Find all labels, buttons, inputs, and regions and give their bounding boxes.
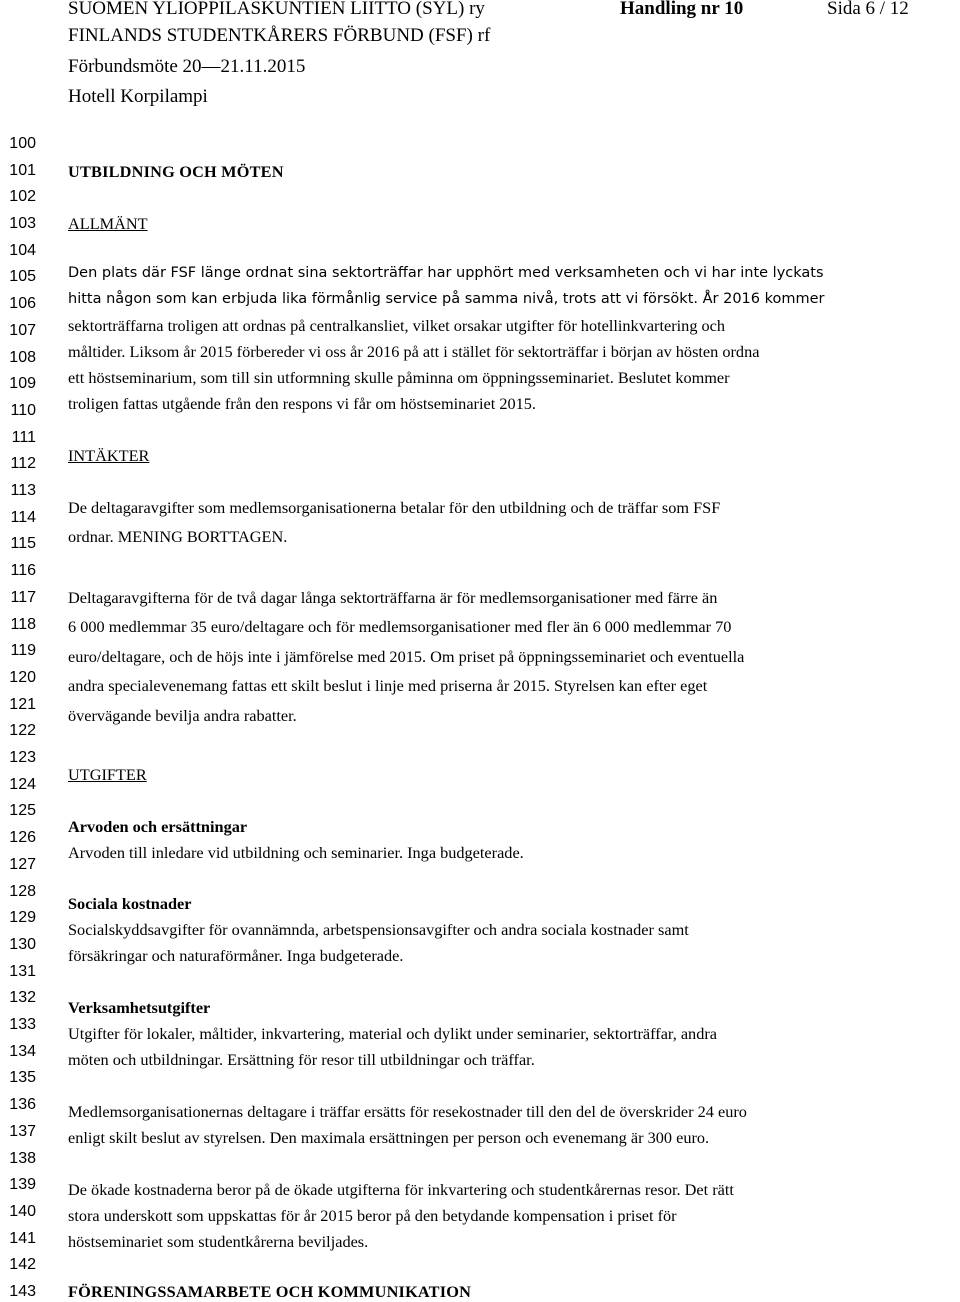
utgifter-heading: UTGIFTER	[68, 765, 147, 784]
line-number: 138	[9, 1150, 36, 1167]
line-number: 123	[9, 749, 36, 766]
line-number: 130	[9, 936, 36, 953]
line-number: 100	[9, 135, 36, 152]
intakter-line: ordnar. MENING BORTTAGEN.	[68, 527, 288, 546]
line-number: 131	[9, 963, 36, 980]
line-number: 129	[9, 909, 36, 926]
line-number: 117	[10, 589, 36, 606]
line-number: 133	[9, 1016, 36, 1033]
arvoden-heading: Arvoden och ersättningar	[68, 817, 248, 836]
intakter-line: 6 000 medlemmar 35 euro/deltagare och för medlemsorganisationer med fler än 6 000 medlemmar 70	[68, 617, 732, 636]
line-number: 135	[9, 1069, 36, 1086]
intakter-heading: INTÄKTER	[68, 446, 150, 465]
okade-line: höstseminariet som studentkårerna beviljades.	[68, 1232, 369, 1251]
intakter-line: De deltagaravgifter som medlemsorganisationerna betalar för den utbildning och de träffar som FSF	[68, 498, 721, 517]
intakter-line: euro/deltagare, och de höjs inte i jämförelse med 2015. Om priset på öppningsseminariet och eventuella	[68, 647, 745, 666]
allmant-line: Den plats där FSF länge ordnat sina sektorträffar har upphört med verksamheten och vi har inte lyckats	[68, 265, 824, 281]
verksamhet-line: möten och utbildningar. Ersättning för resor till utbildningar och träffar.	[68, 1050, 535, 1069]
verksamhet-line: Utgifter för lokaler, måltider, inkvartering, material och dylikt under seminarier, sektorträffar, andra	[68, 1024, 717, 1043]
arvoden-text: Arvoden till inledare vid utbildning och seminarier. Inga budgeterade.	[68, 843, 524, 862]
line-number: 116	[10, 562, 36, 579]
line-number: 127	[9, 856, 36, 873]
header-meeting: Förbundsmöte 20—21.11.2015	[68, 56, 306, 77]
line-number: 109	[9, 375, 36, 392]
medlem-line: Medlemsorganisationernas deltagare i träffar ersätts för resekostnader till den del de överskrider 24 euro	[68, 1102, 747, 1121]
sociala-line: försäkringar och naturaförmåner. Inga budgeterade.	[68, 946, 404, 965]
line-number: 111	[11, 429, 36, 446]
allmant-line: hitta någon som kan erbjuda lika förmånlig service på samma nivå, trots att vi försökt. År 2016 kommer	[68, 291, 825, 307]
line-number: 125	[9, 802, 36, 819]
line-number: 141	[9, 1230, 36, 1247]
okade-line: stora underskott som uppskattas för år 2015 beror på den betydande kompensation i priset för	[68, 1206, 677, 1225]
line-number: 132	[9, 989, 36, 1006]
line-number: 137	[9, 1123, 36, 1140]
line-number: 106	[9, 295, 36, 312]
line-number: 119	[10, 642, 36, 659]
sociala-line: Socialskyddsavgifter för ovannämnda, arbetspensionsavgifter och andra sociala kostnader samt	[68, 920, 689, 939]
intakter-line: andra specialevenemang fattas ett skilt beslut i linje med priserna år 2015. Styrelsen kan efter eget	[68, 676, 708, 695]
intakter-line: övervägande bevilja andra rabatter.	[68, 706, 297, 725]
header-org-line-2: FINLANDS STUDENTKÅRERS FÖRBUND (FSF) rf	[68, 25, 491, 46]
line-number: 136	[9, 1096, 36, 1113]
header-venue: Hotell Korpilampi	[68, 86, 208, 107]
allmant-line: troligen fattas utgående från den respons vi får om höstseminariet 2015.	[68, 394, 536, 413]
line-number: 122	[9, 722, 36, 739]
line-number: 108	[9, 349, 36, 366]
line-number: 103	[9, 215, 36, 232]
line-number: 126	[9, 829, 36, 846]
line-number: 115	[10, 535, 36, 552]
line-number: 121	[9, 696, 36, 713]
okade-line: De ökade kostnaderna beror på de ökade utgifterna för inkvartering och studentkårernas resor. Det rätt	[68, 1180, 734, 1199]
line-number: 143	[9, 1283, 36, 1300]
line-number: 118	[10, 616, 36, 633]
sociala-heading: Sociala kostnader	[68, 894, 192, 913]
line-number: 142	[9, 1256, 36, 1273]
line-number: 124	[9, 776, 36, 793]
line-number: 120	[9, 669, 36, 686]
verksamhet-heading: Verksamhetsutgifter	[68, 998, 211, 1017]
line-number: 128	[9, 883, 36, 900]
header-org-line-1: SUOMEN YLIOPPILASKUNTIEN LIITTO (SYL) ry	[68, 0, 485, 19]
allmant-line: måltider. Liksom år 2015 förbereder vi oss år 2016 på att i stället för sektorträffar i början av hösten ordna	[68, 342, 760, 361]
allmant-line: ett höstseminarium, som till sin utformning skulle påminna om öppningsseminariet. Beslutet kommer	[68, 368, 730, 387]
line-number: 102	[9, 188, 36, 205]
line-number: 139	[9, 1176, 36, 1193]
allmant-line: sektorträffarna troligen att ordnas på centralkansliet, vilket orsakar utgifter för hotellinkvartering och	[68, 316, 726, 335]
line-number: 113	[10, 482, 36, 499]
section-title: UTBILDNING OCH MÖTEN	[68, 162, 284, 181]
line-number: 134	[9, 1043, 36, 1060]
allmant-heading: ALLMÄNT	[68, 214, 148, 233]
line-number: 112	[10, 455, 36, 472]
line-number: 107	[9, 322, 36, 339]
line-number: 110	[10, 402, 36, 419]
line-number: 105	[9, 268, 36, 285]
foreningssamarbete-heading: FÖRENINGSSAMARBETE OCH KOMMUNIKATION	[68, 1282, 472, 1301]
line-number: 101	[9, 162, 36, 179]
intakter-line: Deltagaravgifterna för de två dagar långa sektorträffarna är för medlemsorganisationer med färre än	[68, 588, 718, 607]
medlem-line: enligt skilt beslut av styrelsen. Den maximala ersättningen per person och evenemang är 300 euro.	[68, 1128, 710, 1147]
header-page-number: Sida 6 / 12	[827, 0, 909, 19]
header-handling: Handling nr 10	[620, 0, 744, 19]
line-number: 114	[10, 509, 36, 526]
line-number: 140	[9, 1203, 36, 1220]
line-number: 104	[9, 242, 36, 259]
